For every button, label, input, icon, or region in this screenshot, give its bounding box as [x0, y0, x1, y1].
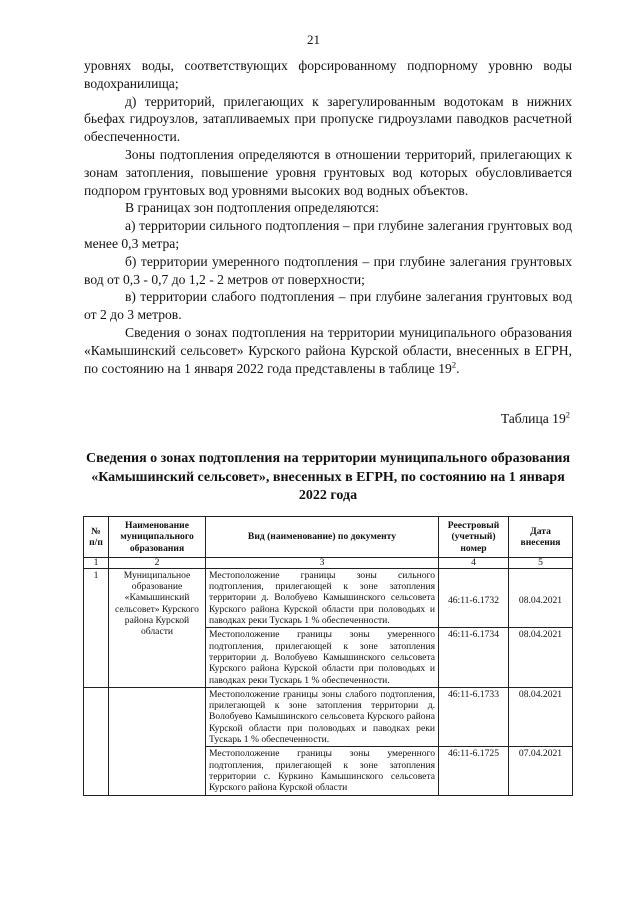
date-cell: 08.04.2021 — [509, 568, 573, 627]
description-cell: Местоположение границы зоны умеренного подтопления, прилегающей к зоне затопления территории д. Волобуево Камышинского сельсовета Курского района Курской области при половодьях и паводках реки Тускарь 1 % обеспеченности. — [206, 628, 439, 687]
date-cell: 07.04.2021 — [509, 747, 573, 795]
data-table — [83, 516, 573, 796]
paragraph-4: В границах зон подтопления определяются: — [125, 200, 379, 216]
paragraph-8 — [84, 324, 572, 377]
header-date: Дата внесения — [509, 517, 573, 558]
index-cell: 4 — [439, 557, 509, 568]
paragraph-8-sup: 2 — [451, 359, 457, 370]
description-cell: Местоположение границы зоны умеренного подтопления, прилегающей к зоне затопления территории с. Куркино Камышинского сельсовета Курского района Курской области — [206, 747, 439, 795]
paragraph-2: д) территорий, прилегающих к зарегулированным водотокам в нижних бьефах гидроузлов, затапливаемых при пропуске гидроузлами паводков расчетной обеспеченности. — [84, 93, 572, 145]
header-reg-number: Реестровый (учетный) номер — [439, 517, 509, 558]
row-number: 1 — [84, 568, 109, 687]
body-text — [84, 57, 572, 377]
table-caption — [501, 411, 570, 427]
header-num: № п/п — [84, 517, 109, 558]
municipality-cell: Муниципальное образование «Камышинский сельсовет» Курского района Курской области — [109, 568, 206, 687]
table-caption-sup: 2 — [565, 409, 570, 420]
table-title: Сведения о зонах подтопления на территории муниципального образования «Камышинский сельсовет», внесенных в ЕГРН, по состоянию на 1 января 2022 года — [85, 451, 571, 503]
paragraph-8-end: . — [456, 360, 460, 376]
date-cell: 08.04.2021 — [509, 687, 573, 746]
reg-number-cell: 46:11-6.1734 — [439, 628, 509, 687]
index-cell: 2 — [109, 557, 206, 568]
paragraph-6: б) территории умеренного подтопления – при глубине залегания грунтовых вод от 0,3 - 0,7 до 1,2 - 2 метров от поверхности; — [84, 253, 572, 287]
paragraph-7: в) территории слабого подтопления – при глубине залегания грунтовых вод от 2 до 3 метров. — [84, 289, 572, 323]
index-row — [84, 557, 573, 568]
reg-number-cell: 46:11-6.1733 — [439, 687, 509, 746]
empty-municipality-cell — [109, 687, 206, 795]
index-cell: 5 — [509, 557, 573, 568]
paragraph-8-text: Сведения о зонах подтопления на территории муниципального образования «Камышинский сельсовет» Курского района Курской области, внесенных в ЕГРН, по состоянию на 1 января 2022 года представлены в таблице 19 — [84, 324, 572, 376]
paragraph-3: Зоны подтопления определяются в отношении территорий, прилегающих к зонам затопления, повышение уровня грунтовых вод которых обусловливается подпором грунтовых вод уровнями высоких вод водных объектов. — [84, 146, 572, 198]
index-cell: 3 — [206, 557, 439, 568]
header-row — [84, 517, 573, 558]
empty-num-cell — [84, 687, 109, 795]
reg-number-cell: 46:11-6.1732 — [439, 568, 509, 627]
reg-number-cell: 46:11-6.1725 — [439, 747, 509, 795]
table-caption-text: Таблица 19 — [500, 411, 566, 426]
index-cell: 1 — [84, 557, 109, 568]
page-number: 21 — [307, 32, 320, 47]
description-cell: Местоположение границы зоны слабого подтопления, прилегающей к зоне затопления территории д. Волобуево Камышинского сельсовета Курского района Курской области при половодьях и паводках реки Тускарь 1 % обеспеченности. — [206, 687, 439, 746]
paragraph-5: а) территории сильного подтопления – при глубине залегания грунтовых вод менее 0,3 метра; — [84, 218, 572, 251]
description-cell: Местоположение границы зоны сильного подтопления, прилегающей к зоне затопления территории д. Волобуево Камышинского сельсовета Курского района Курской области при половодьях и паводках реки Тускарь 1 % обеспеченности. — [206, 568, 439, 627]
date-cell: 08.04.2021 — [509, 628, 573, 687]
paragraph-1: уровнях воды, соответствующих форсированному подпорному уровню воды водохранилища; — [84, 58, 572, 91]
header-municipality: Наименование муниципального образования — [109, 517, 206, 558]
table-row — [84, 687, 573, 746]
table-row — [84, 568, 573, 627]
header-type: Вид (наименование) по документу — [206, 517, 439, 558]
